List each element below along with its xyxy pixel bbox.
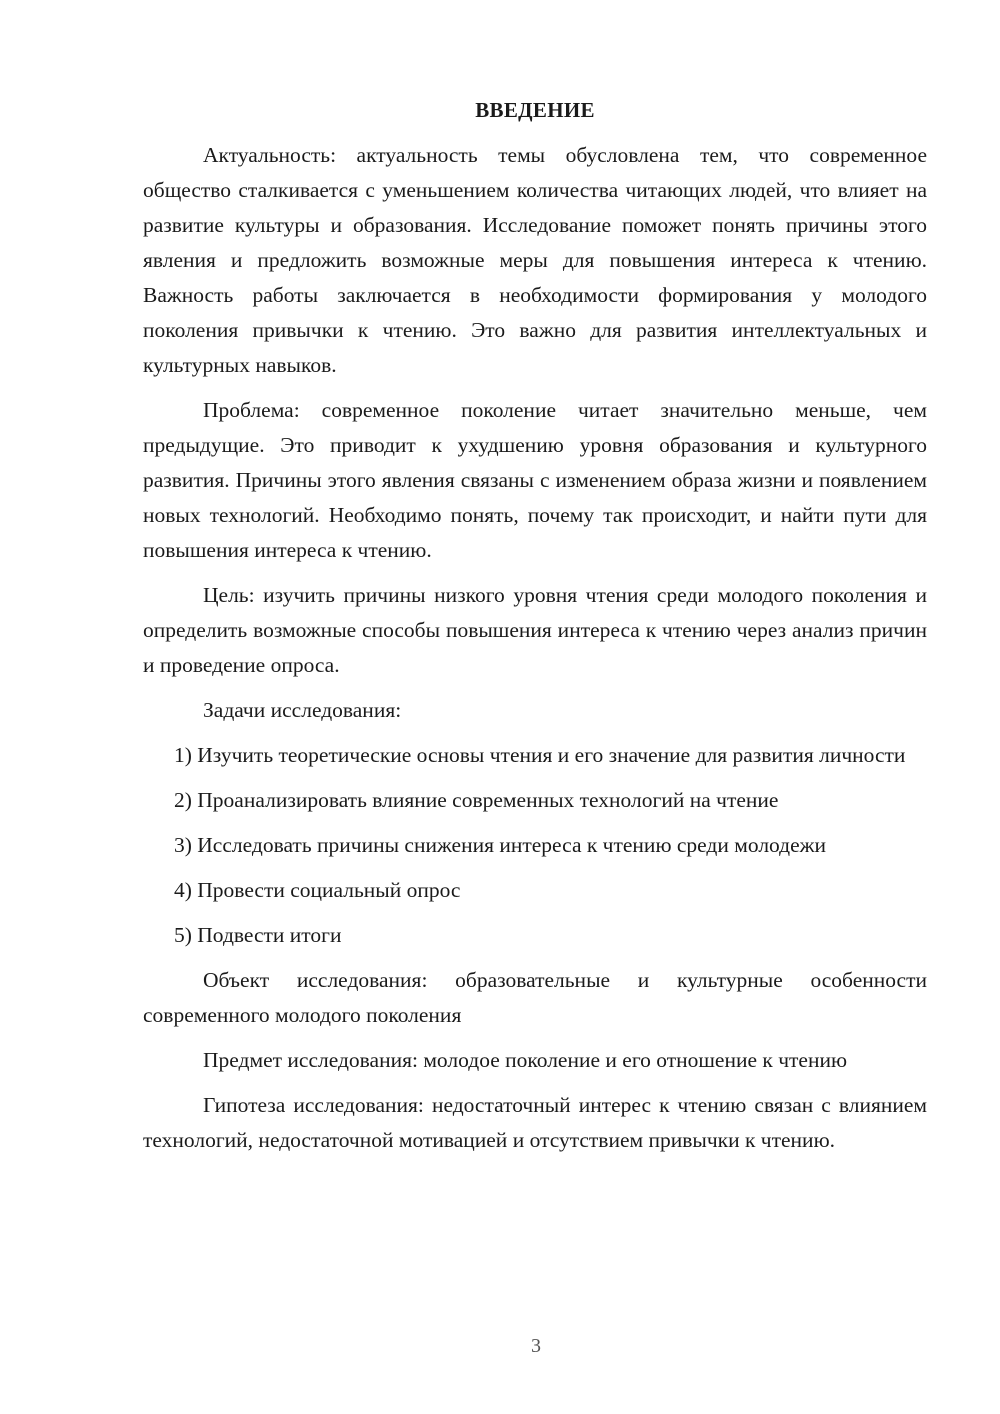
page-number: 3 <box>531 1335 541 1357</box>
task-item-1: 1) Изучить теоретические основы чтения и его значение для развития личности <box>174 743 906 767</box>
task-item-5: 5) Подвести итоги <box>174 923 342 947</box>
task-item-3: 3) Исследовать причины снижения интереса к чтению среди молодежи <box>174 833 827 857</box>
task-item-2: 2) Проанализировать влияние современных технологий на чтение <box>174 788 779 812</box>
page-body <box>143 92 927 1168</box>
subject-paragraph: Предмет исследования: молодое поколение и его отношение к чтению <box>203 1048 848 1072</box>
task-item-4: 4) Провести социальный опрос <box>174 878 461 902</box>
object-paragraph: Объект исследования: образовательные и культурные особенности современного молодого поколения <box>143 968 927 1027</box>
page-heading: ВВЕДЕНИЕ <box>475 98 595 122</box>
hypothesis-paragraph: Гипотеза исследования: недостаточный интерес к чтению связан с влиянием технологий, недостаточной мотивацией и отсутствием привычки к чтению. <box>143 1093 927 1152</box>
relevance-paragraph: Актуальность: актуальность темы обусловлена тем, что современное общество сталкивается с уменьшением количества читающих людей, что влияет на развитие культуры и образования. Исследование поможет понять причины этого явления и предложить возможные меры для повышения интереса к чтению. Важность работы заключается в необходимости формирования у молодого поколения привычки к чтению. Это важно для развития интеллектуальных и культурных навыков. <box>143 143 927 377</box>
goal-paragraph: Цель: изучить причины низкого уровня чтения среди молодого поколения и определить возможные способы повышения интереса к чтению через анализ причин и проведение опроса. <box>143 583 927 677</box>
problem-paragraph: Проблема: современное поколение читает значительно меньше, чем предыдущие. Это приводит к ухудшению уровня образования и культурного развития. Причины этого явления связаны с изменением образа жизни и появлением новых технологий. Необходимо понять, почему так происходит, и найти пути для повышения интереса к чтению. <box>143 398 927 562</box>
tasks-title: Задачи исследования: <box>203 698 402 722</box>
